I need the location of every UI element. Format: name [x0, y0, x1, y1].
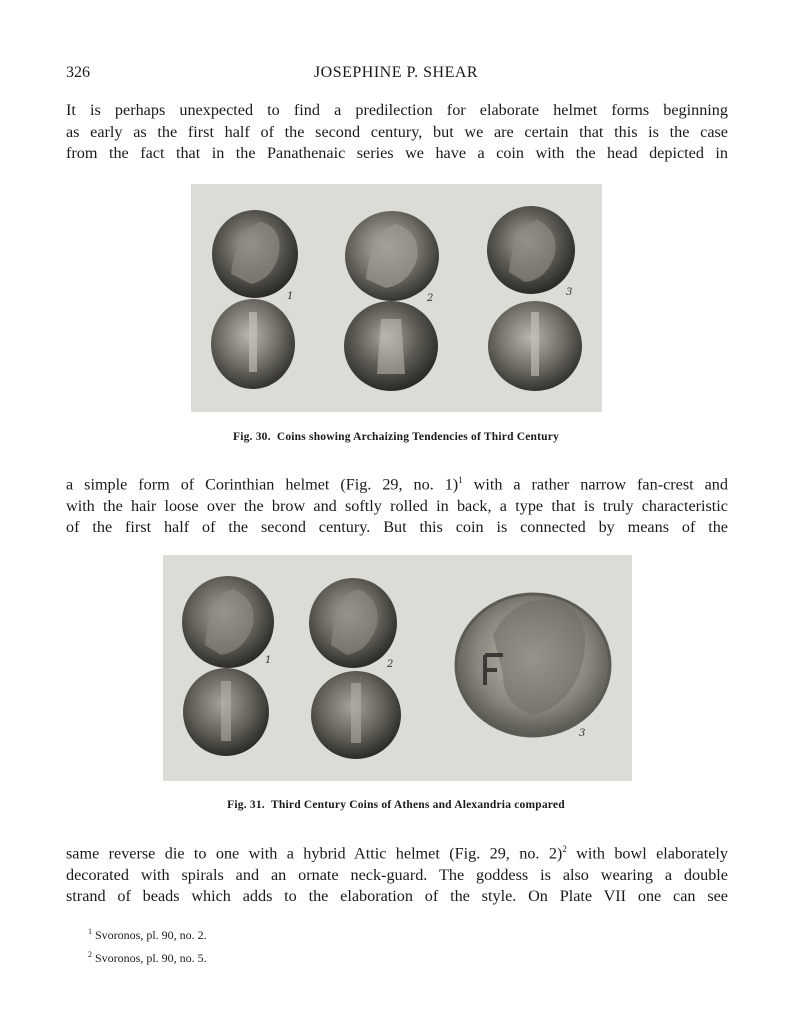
paragraph-3	[66, 839, 728, 908]
coin-reverse	[488, 301, 582, 391]
caption-text: Third Century Coins of Athens and Alexandria compared	[271, 799, 565, 811]
footnote	[88, 922, 207, 945]
coin-number: 3	[566, 287, 573, 298]
coin-obverse	[182, 576, 274, 668]
figure-31-plate	[163, 555, 632, 781]
figure-30-coins	[191, 184, 602, 412]
text-line: decorated with spirals and an ornate neck-guard. The goddess is also wearing a double	[66, 865, 728, 884]
coin-obverse	[345, 211, 439, 301]
coin-number: 2	[427, 293, 434, 304]
text-line	[66, 470, 728, 496]
coin-reverse	[311, 671, 401, 759]
figure-30-caption	[0, 431, 792, 443]
coin-obverse	[487, 206, 575, 294]
text-segment: a simple form of Corinthian helmet (Fig. 29, no. 1)	[66, 475, 459, 494]
footnote-text: Svoronos, pl. 90, no. 5.	[95, 951, 207, 965]
paragraph-2	[66, 470, 728, 539]
coin-reverse	[183, 668, 269, 756]
caption-label: Fig. 30.	[232, 431, 271, 443]
footnote-marker: 1	[88, 927, 92, 936]
running-head: JOSEPHINE P. SHEAR	[313, 64, 479, 81]
text-line: as early as the first half of the second century, but we are certain that this is the case	[66, 122, 728, 141]
footnote-ref: 2	[562, 844, 567, 854]
coin-number: 3	[579, 728, 586, 739]
text-line: It is perhaps unexpected to find a predilection for elaborate helmet forms beginning	[66, 101, 728, 119]
text-segment: same reverse die to one with a hybrid Attic helmet (Fig. 29, no. 2)	[66, 844, 563, 863]
figure-30-plate	[191, 184, 602, 412]
figure-31-coins	[163, 555, 632, 781]
coin-alexandria	[456, 594, 610, 736]
footnote-ref: 1	[458, 475, 463, 485]
coin-reverse	[211, 299, 295, 389]
text-segment: with a rather narrow fan-crest and	[462, 475, 728, 494]
text-line: from the fact that in the Panathenaic series we have a coin with the head depicted in	[66, 144, 728, 162]
coin-number: 1	[287, 291, 294, 302]
text-line	[66, 839, 728, 865]
text-line: of the first half of the second century. But this coin is connected by means of the	[66, 518, 728, 537]
page-number: 326	[66, 64, 90, 81]
coin-number: 2	[387, 659, 394, 670]
coin-number: 1	[265, 655, 272, 666]
footnote	[88, 945, 207, 968]
figure-31-caption	[0, 799, 792, 811]
coin-obverse	[212, 210, 298, 298]
caption-label: Fig. 31.	[227, 799, 265, 811]
text-line: with the hair loose over the brow and softly rolled in back, a type that is truly characteristic	[66, 496, 728, 515]
footnote-marker: 2	[88, 950, 92, 959]
caption-text: Coins showing Archaizing Tendencies of Third Century	[276, 431, 560, 443]
coin-obverse	[309, 578, 397, 668]
text-line: strand of beads which adds to the elaboration of the style. On Plate VII one can see	[66, 887, 728, 906]
text-segment: with bowl elaborately	[566, 844, 728, 863]
footnotes	[88, 922, 207, 968]
footnote-text: Svoronos, pl. 90, no. 2.	[95, 928, 207, 942]
paragraph-1	[66, 100, 728, 165]
coin-reverse	[344, 301, 438, 391]
